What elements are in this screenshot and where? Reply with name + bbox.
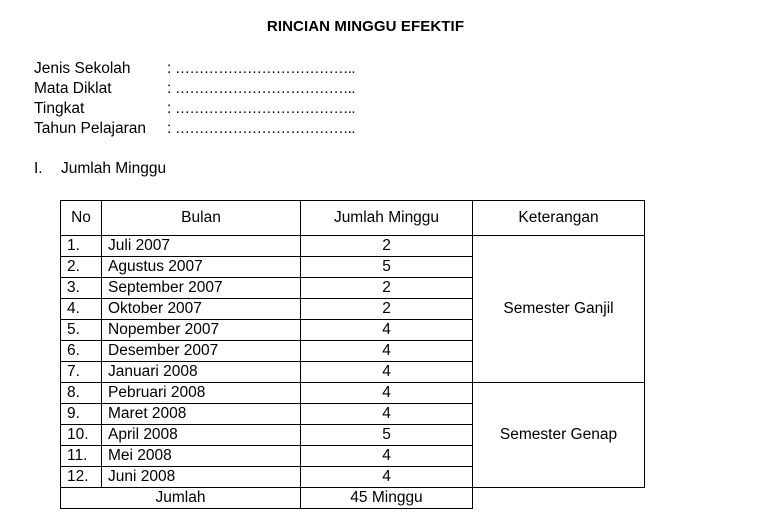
field-label: Tingkat xyxy=(34,100,85,117)
header-jumlah-minggu: Jumlah Minggu xyxy=(301,201,473,236)
total-value: 45 Minggu xyxy=(301,488,473,509)
field-value-blank: ……………………………….. xyxy=(175,60,355,77)
row-no: 5. xyxy=(61,320,102,341)
row-jumlah: 4 xyxy=(301,362,473,383)
row-bulan: Agustus 2007 xyxy=(102,257,301,278)
field-label: Jenis Sekolah xyxy=(34,60,131,77)
row-no: 3. xyxy=(61,278,102,299)
row-jumlah: 4 xyxy=(301,404,473,425)
section-number: I. xyxy=(34,160,43,177)
header-no: No xyxy=(61,201,102,236)
row-no: 2. xyxy=(61,257,102,278)
table-row xyxy=(61,236,645,257)
header-keterangan: Keterangan xyxy=(473,201,645,236)
row-no: 9. xyxy=(61,404,102,425)
table-total-row xyxy=(61,488,645,509)
field-value-blank: ……………………………….. xyxy=(175,80,355,97)
row-bulan: Juli 2007 xyxy=(102,236,301,257)
row-jumlah: 2 xyxy=(301,278,473,299)
row-bulan: Mei 2008 xyxy=(102,446,301,467)
total-label: Jumlah xyxy=(61,488,301,509)
row-bulan: Januari 2008 xyxy=(102,362,301,383)
row-bulan: Desember 2007 xyxy=(102,341,301,362)
row-bulan: Oktober 2007 xyxy=(102,299,301,320)
row-jumlah: 2 xyxy=(301,236,473,257)
row-no: 10. xyxy=(61,425,102,446)
field-value-blank: ……………………………….. xyxy=(175,100,355,117)
field-colon: : xyxy=(167,60,172,77)
row-jumlah: 4 xyxy=(301,446,473,467)
row-bulan: April 2008 xyxy=(102,425,301,446)
row-bulan: Maret 2008 xyxy=(102,404,301,425)
row-jumlah: 4 xyxy=(301,320,473,341)
row-jumlah: 4 xyxy=(301,467,473,488)
keterangan-semester-ganjil: Semester Ganjil xyxy=(473,236,645,383)
field-label: Tahun Pelajaran xyxy=(34,120,147,137)
table-row xyxy=(61,383,645,404)
row-bulan: September 2007 xyxy=(102,278,301,299)
document-title: RINCIAN MINGGU EFEKTIF xyxy=(266,18,465,35)
row-jumlah: 5 xyxy=(301,425,473,446)
row-no: 8. xyxy=(61,383,102,404)
row-bulan: Nopember 2007 xyxy=(102,320,301,341)
row-no: 12. xyxy=(61,467,102,488)
field-colon: : xyxy=(167,100,172,117)
row-no: 6. xyxy=(61,341,102,362)
row-no: 7. xyxy=(61,362,102,383)
field-colon: : xyxy=(167,120,172,137)
row-no: 11. xyxy=(61,446,102,467)
header-bulan: Bulan xyxy=(102,201,301,236)
row-jumlah: 2 xyxy=(301,299,473,320)
effective-weeks-table xyxy=(60,200,645,509)
section-title: Jumlah Minggu xyxy=(61,160,167,177)
keterangan-semester-genap: Semester Genap xyxy=(473,383,645,488)
row-jumlah: 4 xyxy=(301,341,473,362)
row-bulan: Pebruari 2008 xyxy=(102,383,301,404)
row-no: 4. xyxy=(61,299,102,320)
row-jumlah: 5 xyxy=(301,257,473,278)
section-heading xyxy=(34,160,166,178)
row-jumlah: 4 xyxy=(301,383,473,404)
table-header-row xyxy=(61,201,645,236)
field-colon: : xyxy=(167,80,172,97)
field-label: Mata Diklat xyxy=(34,80,112,97)
row-no: 1. xyxy=(61,236,102,257)
row-bulan: Juni 2008 xyxy=(102,467,301,488)
field-value-blank: ……………………………….. xyxy=(175,120,355,137)
